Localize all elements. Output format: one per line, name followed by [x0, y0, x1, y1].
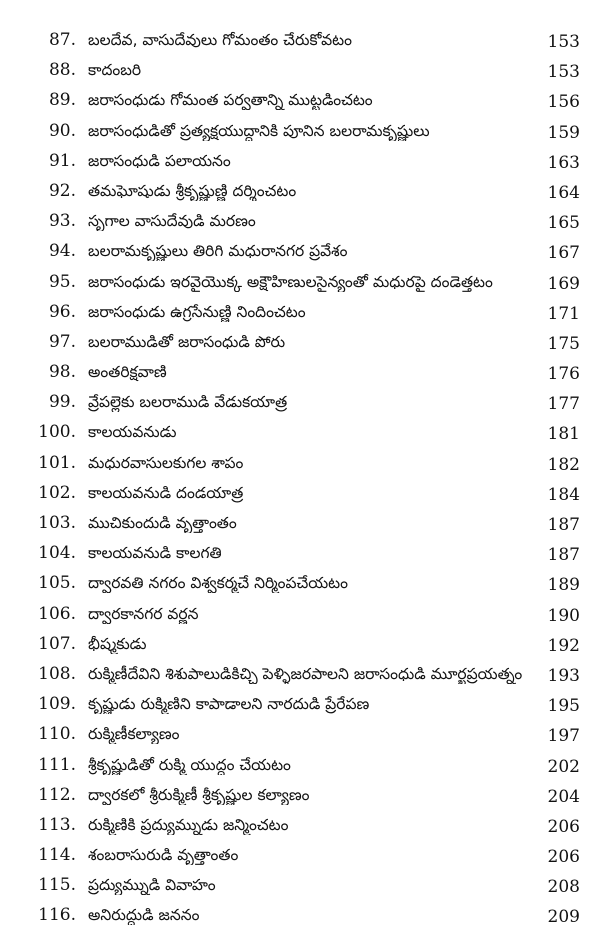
toc-entry — [0, 628, 600, 658]
toc-entry — [0, 718, 600, 748]
toc-entry — [0, 688, 600, 718]
toc-entry-title: ముచికుందుడి వృత్తాంతం — [88, 514, 237, 532]
toc-entry-title: జరాసంధుడు ఇరవైయొక్క అక్షౌహిణులసైన్యంతో మధురపై దండెత్తటం — [88, 272, 493, 291]
toc-entry-page-number: 163 — [547, 152, 580, 173]
toc-entry-number: 91. — [48, 150, 76, 171]
toc-entry-title: మధురవాసులకుగల శాపం — [88, 453, 244, 472]
toc-entry-title: భీష్మకుడు — [88, 634, 147, 653]
toc-entry-number: 113. — [38, 814, 76, 835]
toc-entry — [0, 205, 600, 235]
toc-entry-page-number: 159 — [547, 122, 580, 143]
toc-entry-title: బలరామకృష్ణులు తిరిగి మధురానగర ప్రవేశం — [88, 242, 348, 261]
toc-entry-number: 92. — [48, 180, 76, 201]
toc-entry — [0, 779, 600, 809]
toc-entry — [0, 296, 600, 326]
toc-entry-number: 99. — [48, 392, 76, 413]
toc-entry — [0, 416, 600, 446]
toc-entry — [0, 598, 600, 628]
toc-entry-page-number: 153 — [547, 32, 580, 52]
toc-entry — [0, 839, 600, 869]
toc-entry-page-number: 167 — [547, 243, 580, 264]
toc-entry-page-number: 206 — [547, 816, 580, 837]
toc-entry-number: 95. — [48, 271, 76, 292]
toc-entry-title: శ్రీకృష్ణుడితో రుక్మి యుద్ధం చేయటం — [88, 755, 291, 774]
toc-entry-title: బలదేవ, వాసుదేవులు గోమంతం చేరుకోవటం — [88, 31, 352, 49]
toc-entry — [0, 869, 600, 899]
toc-entry-number: 104. — [38, 543, 76, 564]
toc-entry-number: 101. — [38, 452, 76, 473]
toc-entry-number: 112. — [38, 784, 76, 805]
toc-entry — [0, 386, 600, 416]
toc-entry-page-number: 182 — [547, 454, 580, 475]
toc-entry-title: రుక్మిణికి ప్రద్యుమ్నుడు జన్మించటం — [88, 815, 289, 834]
toc-entry-number: 98. — [48, 362, 76, 383]
toc-entry-number: 103. — [38, 513, 76, 533]
toc-entry-title: కాలయవనుడు — [88, 423, 177, 442]
toc-entry — [0, 235, 600, 265]
toc-entry — [0, 507, 600, 537]
toc-entry-title: అంతరిక్షవాణి — [88, 363, 167, 382]
toc-entry — [0, 477, 600, 507]
toc-entry-title: జరాసంధుడు ఉగ్రసేనుణ్ణి నిందించటం — [88, 302, 306, 321]
toc-entry-title: జరాసంధుడు గోమంత పర్వతాన్ని ముట్టడించటం — [88, 91, 373, 110]
toc-entry-number: 88. — [48, 60, 76, 81]
toc-entry-number: 115. — [38, 875, 76, 896]
toc-entry-page-number: 187 — [547, 515, 580, 535]
toc-entry-page-number: 197 — [547, 726, 580, 747]
toc-entry — [0, 145, 600, 175]
toc-entry-number: 90. — [48, 120, 76, 141]
toc-entry — [0, 749, 600, 779]
toc-entry-title: బలరాముడితో జరాసంధుడి పోరు — [88, 332, 286, 351]
toc-entry-page-number: 189 — [547, 575, 580, 596]
toc-entry-page-number: 192 — [547, 635, 580, 656]
toc-entry-number: 108. — [38, 663, 76, 684]
toc-entry-title: జరాసంధుడితో ప్రత్యక్షయుద్ధానికి పూనిన బలరామకృష్ణులు — [88, 121, 430, 140]
toc-entry-number: 110. — [38, 724, 76, 745]
toc-entry-page-number: 184 — [547, 484, 580, 505]
toc-entry-number: 87. — [48, 30, 76, 50]
toc-entry — [0, 175, 600, 205]
toc-entry-page-number: 208 — [547, 877, 580, 898]
toc-entry-title: కాలయవనుడి కాలగతి — [88, 544, 222, 563]
toc-entry-title: కృష్ణుడు రుక్మిణిని కాపాడాలని నారదుడి ప్రేరేపణ — [88, 695, 370, 714]
toc-entry-number: 89. — [48, 90, 76, 111]
toc-entry-page-number: 193 — [547, 665, 580, 686]
toc-entry — [0, 326, 600, 356]
toc-entry — [0, 899, 600, 929]
toc-entry-title: ప్రద్యుమ్నుడి వివాహం — [88, 876, 216, 895]
toc-entry-number: 114. — [38, 845, 76, 866]
toc-entry — [0, 24, 600, 54]
toc-entry-title: ద్వారకలో శ్రీరుక్మిణీ శ్రీకృష్ణుల కల్యాణం — [88, 785, 310, 804]
toc-entry-page-number: 169 — [547, 273, 580, 294]
toc-entry-title: రుక్మిణీకల్యాణం — [88, 725, 180, 744]
toc-entry-page-number: 175 — [547, 333, 580, 354]
toc-entry-number: 94. — [48, 241, 76, 262]
toc-entry-title: జరాసంధుడి పలాయనం — [88, 151, 231, 170]
toc-entry — [0, 537, 600, 567]
toc-entry-page-number: 195 — [547, 696, 580, 717]
toc-entry-page-number: 171 — [547, 303, 580, 324]
toc-entry — [0, 356, 600, 386]
toc-entry-page-number: 204 — [547, 786, 580, 807]
toc-entry — [0, 447, 600, 477]
table-of-contents — [0, 24, 600, 930]
toc-entry-number: 100. — [38, 422, 76, 443]
toc-entry-title: ద్వారవతి నగరం విశ్వకర్మచే నిర్మింపచేయటం — [88, 574, 349, 593]
toc-entry-number: 97. — [48, 331, 76, 352]
toc-entry — [0, 54, 600, 84]
toc-entry-number: 116. — [38, 905, 76, 926]
toc-entry-page-number: 181 — [547, 424, 580, 445]
toc-entry-page-number: 156 — [547, 92, 580, 113]
toc-entry-title: ద్వారకానగర వర్ణన — [88, 604, 199, 623]
toc-entry-page-number: 176 — [547, 364, 580, 385]
toc-entry-page-number: 153 — [547, 62, 580, 83]
toc-entry-page-number: 206 — [547, 847, 580, 868]
toc-entry-page-number: 190 — [547, 605, 580, 626]
toc-entry-title: రుక్మిణీదేవిని శిశుపాలుడికిచ్చి పెళ్ళిజరపాలని జరాసంధుడి మూర్ఖప్రయత్నం — [88, 664, 523, 683]
toc-entry-page-number: 187 — [547, 545, 580, 566]
toc-entry-title: అనిరుద్ధుడి జననం — [88, 906, 200, 925]
toc-entry-page-number: 209 — [547, 907, 580, 928]
toc-entry-number: 107. — [38, 633, 76, 654]
toc-entry-number: 93. — [48, 211, 76, 232]
toc-entry-number: 106. — [38, 603, 76, 624]
toc-entry — [0, 658, 600, 688]
toc-entry-title: కాలయవనుడి దండయాత్ర — [88, 483, 244, 502]
toc-entry — [0, 266, 600, 296]
toc-entry-number: 109. — [38, 694, 76, 715]
toc-entry — [0, 115, 600, 145]
toc-entry-page-number: 177 — [547, 394, 580, 415]
toc-entry-number: 96. — [48, 301, 76, 322]
toc-entry-number: 102. — [38, 482, 76, 503]
toc-entry-page-number: 165 — [547, 213, 580, 234]
toc-entry-title: వ్రేపల్లెకు బలరాముడి వేడుకయాత్ర — [88, 393, 288, 412]
toc-entry — [0, 809, 600, 839]
toc-entry-title: కాదంబరి — [88, 61, 142, 80]
toc-entry-number: 105. — [38, 573, 76, 594]
toc-entry-title: సృగాల వాసుదేవుడి మరణం — [88, 212, 256, 231]
toc-entry-page-number: 164 — [547, 182, 580, 203]
toc-entry — [0, 84, 600, 114]
toc-entry-page-number: 202 — [547, 756, 580, 777]
toc-entry-title: శంబరాసురుడి వృత్తాంతం — [88, 846, 239, 865]
toc-entry-number: 111. — [38, 754, 76, 775]
toc-entry-title: తమఘోషుడు శ్రీకృష్ణుణ్ణి దర్శించటం — [88, 181, 297, 200]
toc-entry — [0, 567, 600, 597]
